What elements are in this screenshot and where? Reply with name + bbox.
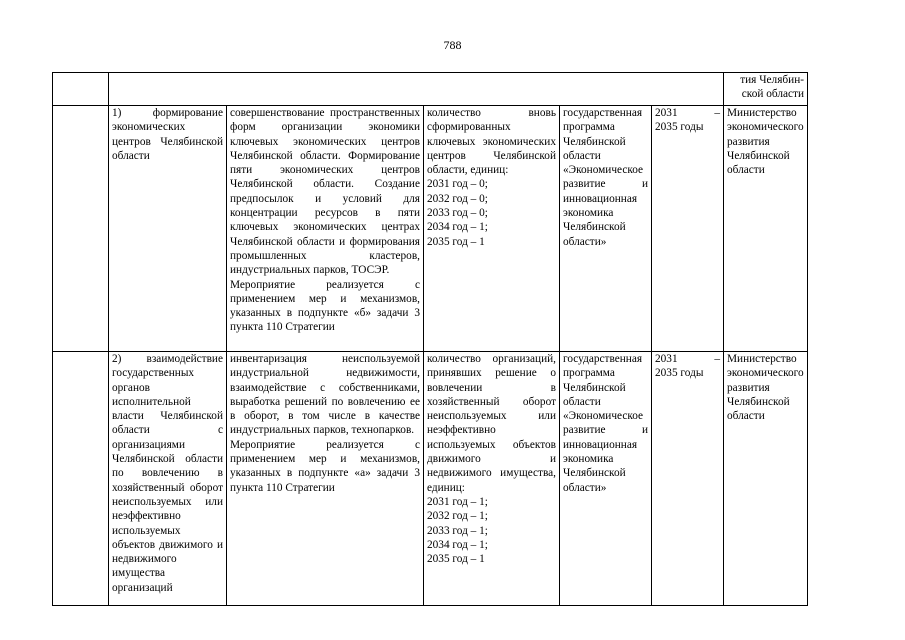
indicator-value: 2035 год – 1	[427, 553, 485, 566]
empty-merged-cell	[109, 73, 724, 106]
indicator-cell	[424, 106, 560, 352]
indicator-text: количество вновь сформированных ключевых экономических центров Челябинской области, единиц:	[427, 107, 556, 177]
content-paragraph: инвентаризация неиспользуемой индустриальной недвижимости, взаимодействие с собственниками, выработка решений по вовлечению ее в оборот, в том числе в качестве индустриальных парков, технопарков.	[230, 353, 420, 437]
empty-cell	[53, 352, 109, 606]
indicator-value: 2034 год – 1;	[427, 538, 488, 551]
indicator-text: количество организаций, принявших решение о вовлечении в хозяйственный оборот неиспользуемых или неэффективно используемых объектов движимого и недвижимого имущества, единиц:	[427, 353, 556, 494]
content-paragraph: Мероприятие реализуется с применением мер и механизмов, указанных в подпункте «а» задачи 3 пункта 110 Стратегии	[230, 438, 420, 494]
measures-table	[52, 72, 808, 606]
measure-cell	[109, 106, 227, 352]
table-row	[53, 352, 808, 606]
program-cell	[560, 352, 652, 606]
responsible-text: Министерство экономического развития Челябинской области	[727, 353, 804, 423]
responsible-text: Министерство экономического развития Челябинской области	[727, 107, 804, 177]
indicator-value: 2031 год – 0;	[427, 178, 488, 191]
empty-cell	[53, 73, 109, 106]
table-row	[53, 106, 808, 352]
responsible-continuation-line: тия Челябин-	[740, 74, 804, 86]
years-start: 2031	[655, 353, 678, 365]
continuation-row	[53, 73, 808, 106]
indicator-value: 2033 год – 1;	[427, 524, 488, 537]
indicator-value: 2032 год – 1;	[427, 510, 488, 523]
years-end: 2035 годы	[655, 367, 704, 380]
row-number: 2)	[112, 353, 122, 365]
empty-cell	[53, 106, 109, 352]
program-text: государственная программа Челябинской области «Экономическое развитие и инновационная экономика Челябинской области»	[563, 353, 648, 494]
row-number: 1)	[112, 107, 122, 119]
content-paragraph: Мероприятие реализуется с применением мер и механизмов, указанных в подпункте «б» задачи 3 пункта 110 Стратегии	[230, 278, 420, 334]
content-cell	[227, 352, 424, 606]
years-cell	[652, 352, 724, 606]
responsible-cell	[724, 106, 808, 352]
indicator-value: 2035 год – 1	[427, 235, 485, 248]
content-cell	[227, 106, 424, 352]
program-cell	[560, 106, 652, 352]
years-end: 2035 годы	[655, 121, 704, 134]
responsible-continuation-cell	[724, 73, 808, 106]
page-number: 788	[443, 38, 462, 52]
indicator-value: 2033 год – 0;	[427, 207, 488, 220]
years-dash: –	[714, 353, 720, 365]
measure-cell	[109, 352, 227, 606]
indicator-value: 2031 год – 1;	[427, 495, 488, 508]
program-text: государственная программа Челябинской области «Экономическое развитие и инновационная экономика Челябинской области»	[563, 107, 648, 248]
years-cell	[652, 106, 724, 352]
indicator-cell	[424, 352, 560, 606]
indicator-value: 2032 год – 0;	[427, 192, 488, 205]
indicator-value: 2034 год – 1;	[427, 221, 488, 234]
years-start: 2031	[655, 107, 678, 119]
years-dash: –	[714, 107, 720, 119]
measure-text: формирование экономических центров Челябинской области	[112, 107, 223, 162]
responsible-cell	[724, 352, 808, 606]
content-paragraph: совершенствование пространственных форм организации экономики ключевых экономических центров Челябинской области. Формирование пяти экономических центров Челябинской области. Создание предпосылок и условий для концентрации ресурсов в пяти ключевых экономических центрах Челябинской области и формирования промышленных кластеров, индустриальных парков, ТОСЭР.	[230, 107, 420, 277]
responsible-continuation-line: ской области	[741, 88, 804, 101]
measure-text: взаимодействие государственных органов исполнительной власти Челябинской области с организациями Челябинской области по вовлечению в хозяйственный оборот неиспользуемых или неэффективно используемых объектов движимого и недвижимого имущества организаций	[112, 353, 223, 594]
